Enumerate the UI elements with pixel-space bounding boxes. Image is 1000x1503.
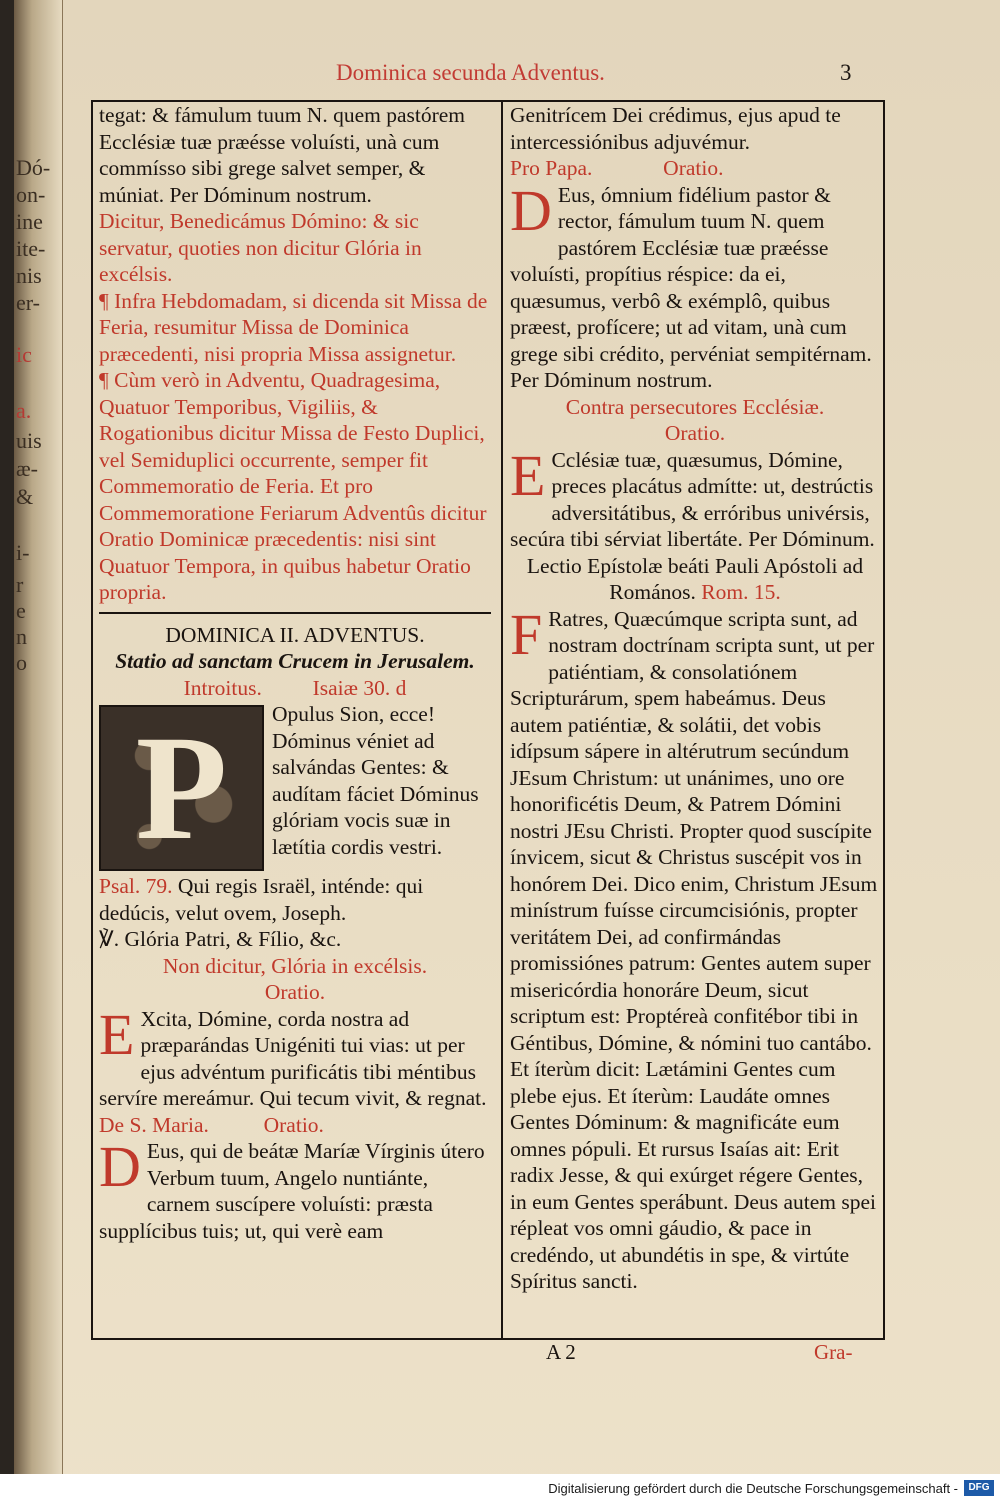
papa-label: Pro Papa. (510, 156, 593, 180)
lectio (510, 601, 880, 1295)
contra-oratio (510, 442, 880, 553)
maria-text: Eus, qui de beátæ Maríæ Vírginis útero Verbum tuum, Angelo nuntiánte, carnem suscípere voluísti: præsta supplícibus tuis; ut, qui verè eam (99, 1139, 485, 1243)
section-title: DOMINICA II. ADVENTUS. (165, 622, 425, 647)
text-frame (91, 100, 885, 1340)
catchword: Gra- (814, 1340, 853, 1364)
drop-initial: E (510, 442, 546, 508)
edge-fragment: on- (16, 182, 46, 207)
papa-oratio (510, 177, 880, 394)
initial-letter: P (135, 705, 228, 871)
non-dicitur: Non dicitur, Glória in excélsis. (162, 953, 428, 978)
page-number: 3 (840, 60, 852, 85)
edge-fragment: ite- (16, 236, 46, 261)
running-header (14, 58, 1000, 98)
drop-initial: E (99, 1001, 135, 1067)
introit-text: Opulus Sion, ecce! Dóminus véniet ad salvándas Gentes: & audítam fáciet Dóminus glóriam vocis suæ in lætítia cordis vestri. (272, 702, 479, 859)
edge-fragment: er- (16, 290, 40, 315)
lectio-title: Lectio Epístolæ beáti Pauli Apóstoli ad Romános. (526, 553, 864, 604)
left-column (99, 102, 491, 1244)
psalm-text: Qui regis Israël, inténde: qui dedúcis, velut ovem, Joseph. (99, 874, 424, 925)
edge-fragment: a. (16, 398, 32, 423)
edge-fragment: r (16, 572, 24, 597)
drop-initial: D (510, 177, 552, 243)
rubric: ¶ Cùm verò in Adventu, Quadragesima, Quatuor Temporibus, Vigiliis, & Rogationibus dicitur Missa de Festo Duplici, vel Semiduplici occurrente, semper fit Commemoratio de Feria. Et pro Commemoratione Feriarum Adventûs dicitur Oratio Dominicæ præcedentis: nisi sint Quatuor Tempora, in quibus habetur Oratio propria. (99, 368, 487, 604)
rubric: Dicitur, Benedicámus Dómino: & sic servatur, quoties non dicitur Glória in excélsis. (99, 209, 422, 286)
edge-fragment: Dó- (16, 155, 51, 180)
lectio-ref: Rom. 15. (701, 580, 781, 604)
edge-fragment: n (16, 624, 27, 649)
edge-fragment: i- (16, 540, 30, 565)
papa-heading (510, 155, 880, 182)
papa-text: Eus, ómnium fidélium pastor & rector, fámulum tuum N. quem pastórem Ecclésiæ tuæ præésse voluísti, propítius réspice: da ei, quæsumus, verbô & exémplô, quibus præest, profícere; ut ad vitam, unà cum grege sibi crédito, pervéniat sempitérnam. Per Dóminum nostrum. (510, 182, 872, 392)
edge-fragment: æ- (16, 456, 38, 481)
contra-oratio-label: Oratio. (664, 421, 726, 445)
statio: Statio ad sanctam Crucem in Jerusalem. (115, 649, 475, 673)
signature-mark: A 2 (546, 1340, 576, 1364)
edge-fragment: o (16, 650, 27, 675)
lectio-text: Ratres, Quæcúmque scripta sunt, ad nostram doctrínam scripta sunt, ut per patiéntiam, & consolatiónem Scripturárum, spem habeámus. Deus autem patiéntiæ, & solátii, det vobis idípsum sápere in altérutrum secúndum JEsum Christum: ut unánimes, uno ore honorificétis Deum, & Patrem Dómini nostri JEsu Christi. Propter quod suscípite ínvicem, sicut & Christus suscépit vos in honórem Dei. Dico enim, Christum JEsum minístrum fuísse circumcisiónis, propter veritátem Dei, ad confirmándas promissiónes patrum: Gentes autem super misericórdia honoráre Deum, sicut scriptum est: Proptéreà confitébor tibi in Géntibus, Dómine, & nómini tuo cantábo. Et íterùm dicit: Lætámini Gentes cum plebe ejus. Et íterùm: Laudáte omnes Gentes Dóminum: & magnificáte eum omnes pópuli. Et rursus Isaías ait: Erit radix Jesse, & qui exúrget régere Gentes, in eum Gentes sperábunt. Deus autem spei répleat vos omni gáudio, & pace in credéndo, ut abundétis in spe, & virtúte Spíritus sancti. (510, 606, 878, 1293)
paragraph: tegat: & fámulum tuum N. quem pastórem Ecclésiæ tuæ præésse voluísti, unà cum commísso sibi grege salvet semper, & múniat. Per Dóminum nostrum. (99, 103, 466, 207)
previous-page-edge (14, 0, 63, 1474)
rubric: ¶ Infra Hebdomadam, si dicenda sit Missa de Feria, resumitur Missa de Dominica præcedenti, nisi propria Missa assignetur. (99, 288, 488, 366)
contra-label: Contra persecutores Ecclésiæ. (565, 394, 825, 419)
versicle: ℣. Glória Patri, & Fílio, &c. (99, 927, 342, 951)
maria-label: De S. Maria. (99, 1112, 209, 1137)
dfg-logo: DFG (964, 1480, 994, 1496)
oratio-text: Xcita, Dómine, corda nostra ad præparándas Unigéniti tui vias: ut per ejus advéntum purificátis tibi méntibus servíre mereámur. Qui tecum vivit, & regnat. (99, 1006, 487, 1110)
oratio (99, 1001, 491, 1112)
oratio-label: Oratio. (264, 980, 326, 1004)
drop-initial: F (510, 601, 543, 667)
introitus-heading (99, 675, 491, 702)
maria-oratio (99, 1134, 491, 1244)
right-column (510, 102, 880, 1295)
edge-fragment: ine (16, 209, 43, 234)
introitus-ref: Isaiæ 30. d (312, 675, 407, 700)
maria-oratio-label: Oratio. (263, 1112, 324, 1137)
attribution-text: Digitalisierung gefördert durch die Deutsche Forschungsgemeinschaft - (548, 1481, 958, 1496)
book-page (14, 0, 1000, 1474)
ornamental-initial (99, 705, 264, 871)
edge-fragment: nis (16, 263, 42, 288)
introit (99, 701, 491, 871)
column-divider (501, 102, 503, 1338)
papa-oratio-label: Oratio. (663, 156, 724, 180)
drop-initial: D (99, 1134, 141, 1199)
running-title: Dominica secunda Adventus. (336, 60, 605, 85)
lectio-heading (510, 553, 880, 606)
edge-fragment: ic (16, 342, 32, 367)
page-footer (14, 1340, 1000, 1370)
section-rule (99, 612, 491, 614)
maria-heading (99, 1112, 491, 1139)
edge-fragment: e (16, 598, 26, 623)
contra-text: Cclésiæ tuæ, quæsumus, Dómine, preces placátus admítte: ut, destrúctis adversitátibus, & erróribus univérsis, secúra tibi sérviat libertáte. Per Dóminum. (510, 447, 875, 551)
introitus-label: Introitus. (183, 675, 262, 700)
paragraph: Genitrícem Dei crédimus, ejus apud te intercessiónibus adjuvémur. (510, 103, 841, 154)
psalm-ref: Psal. 79. (99, 874, 173, 898)
edge-fragment: uis (16, 428, 42, 453)
psalm (99, 873, 491, 926)
edge-fragment: & (16, 484, 34, 509)
attribution-bar (0, 1474, 1000, 1503)
